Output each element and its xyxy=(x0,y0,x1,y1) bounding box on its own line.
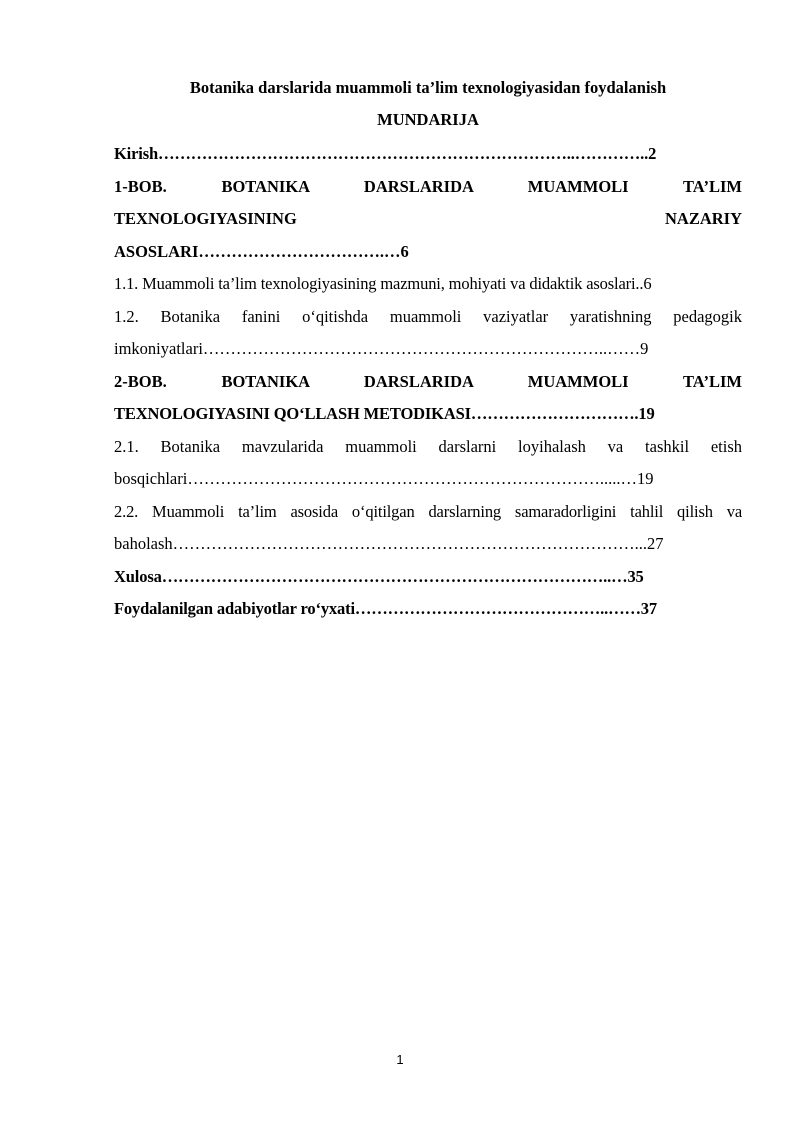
toc-entry-section-2-1-line-2: bosqichlari………………………………………………………………….....…19 xyxy=(114,469,654,488)
toc-entry-chapter-1-line-3: ASOSLARI…………………………….…6 xyxy=(114,241,409,261)
document-page xyxy=(114,74,742,626)
toc-entry-section-1-2-line-2: imkoniyatlari………………………………………………………………..……9 xyxy=(114,339,649,358)
toc-entry-intro: Kirish…………………………………………………………………..…………..2 xyxy=(114,144,657,163)
toc-entry-section-2-2-line-2: baholash…………………………………………………………………………...27 xyxy=(114,534,664,553)
toc-entry-chapter-2-line-2: TEXNOLOGIYASINI QO‘LLASH METODIKASI………………………….19 xyxy=(114,404,655,423)
document-title: Botanika darslarida muammoli ta’lim texnologiyasidan foydalanish xyxy=(189,78,667,97)
contents-heading: MUNDARIJA xyxy=(377,110,479,129)
page-number: 1 xyxy=(396,1052,404,1067)
table-of-contents xyxy=(114,138,742,626)
toc-entry-chapter-1-line-2: TEXNOLOGIYASINING NAZARIY xyxy=(114,209,742,228)
toc-entry-section-1-1: 1.1. Muammoli ta’lim texnologiyasining mazmuni, mohiyati va didaktik asoslari..6 xyxy=(114,274,652,293)
toc-entry-section-2-1-line-1: 2.1. Botanika mavzularida muammoli darslarni loyihalash va tashkil etish xyxy=(114,436,742,456)
toc-entry-chapter-2-line-1: 2-BOB. BOTANIKA DARSLARIDA MUAMMOLI TA’LIM xyxy=(114,371,742,391)
toc-entry-section-1-2-line-1: 1.2. Botanika fanini o‘qitishda muammoli vaziyatlar yaratishning pedagogik xyxy=(114,306,742,326)
toc-entry-chapter-1-line-1: 1-BOB. BOTANIKA DARSLARIDA MUAMMOLI TA’LIM xyxy=(114,176,742,196)
toc-entry-section-2-2-line-1: 2.2. Muammoli ta’lim asosida o‘qitilgan darslarning samaradorligini tahlil qilish va xyxy=(114,501,742,521)
toc-entry-conclusion: Xulosa………………………………………………………………………..…35 xyxy=(114,566,644,586)
toc-entry-references: Foydalanilgan adabiyotlar ro‘yxati………………………………………..……37 xyxy=(114,599,658,618)
